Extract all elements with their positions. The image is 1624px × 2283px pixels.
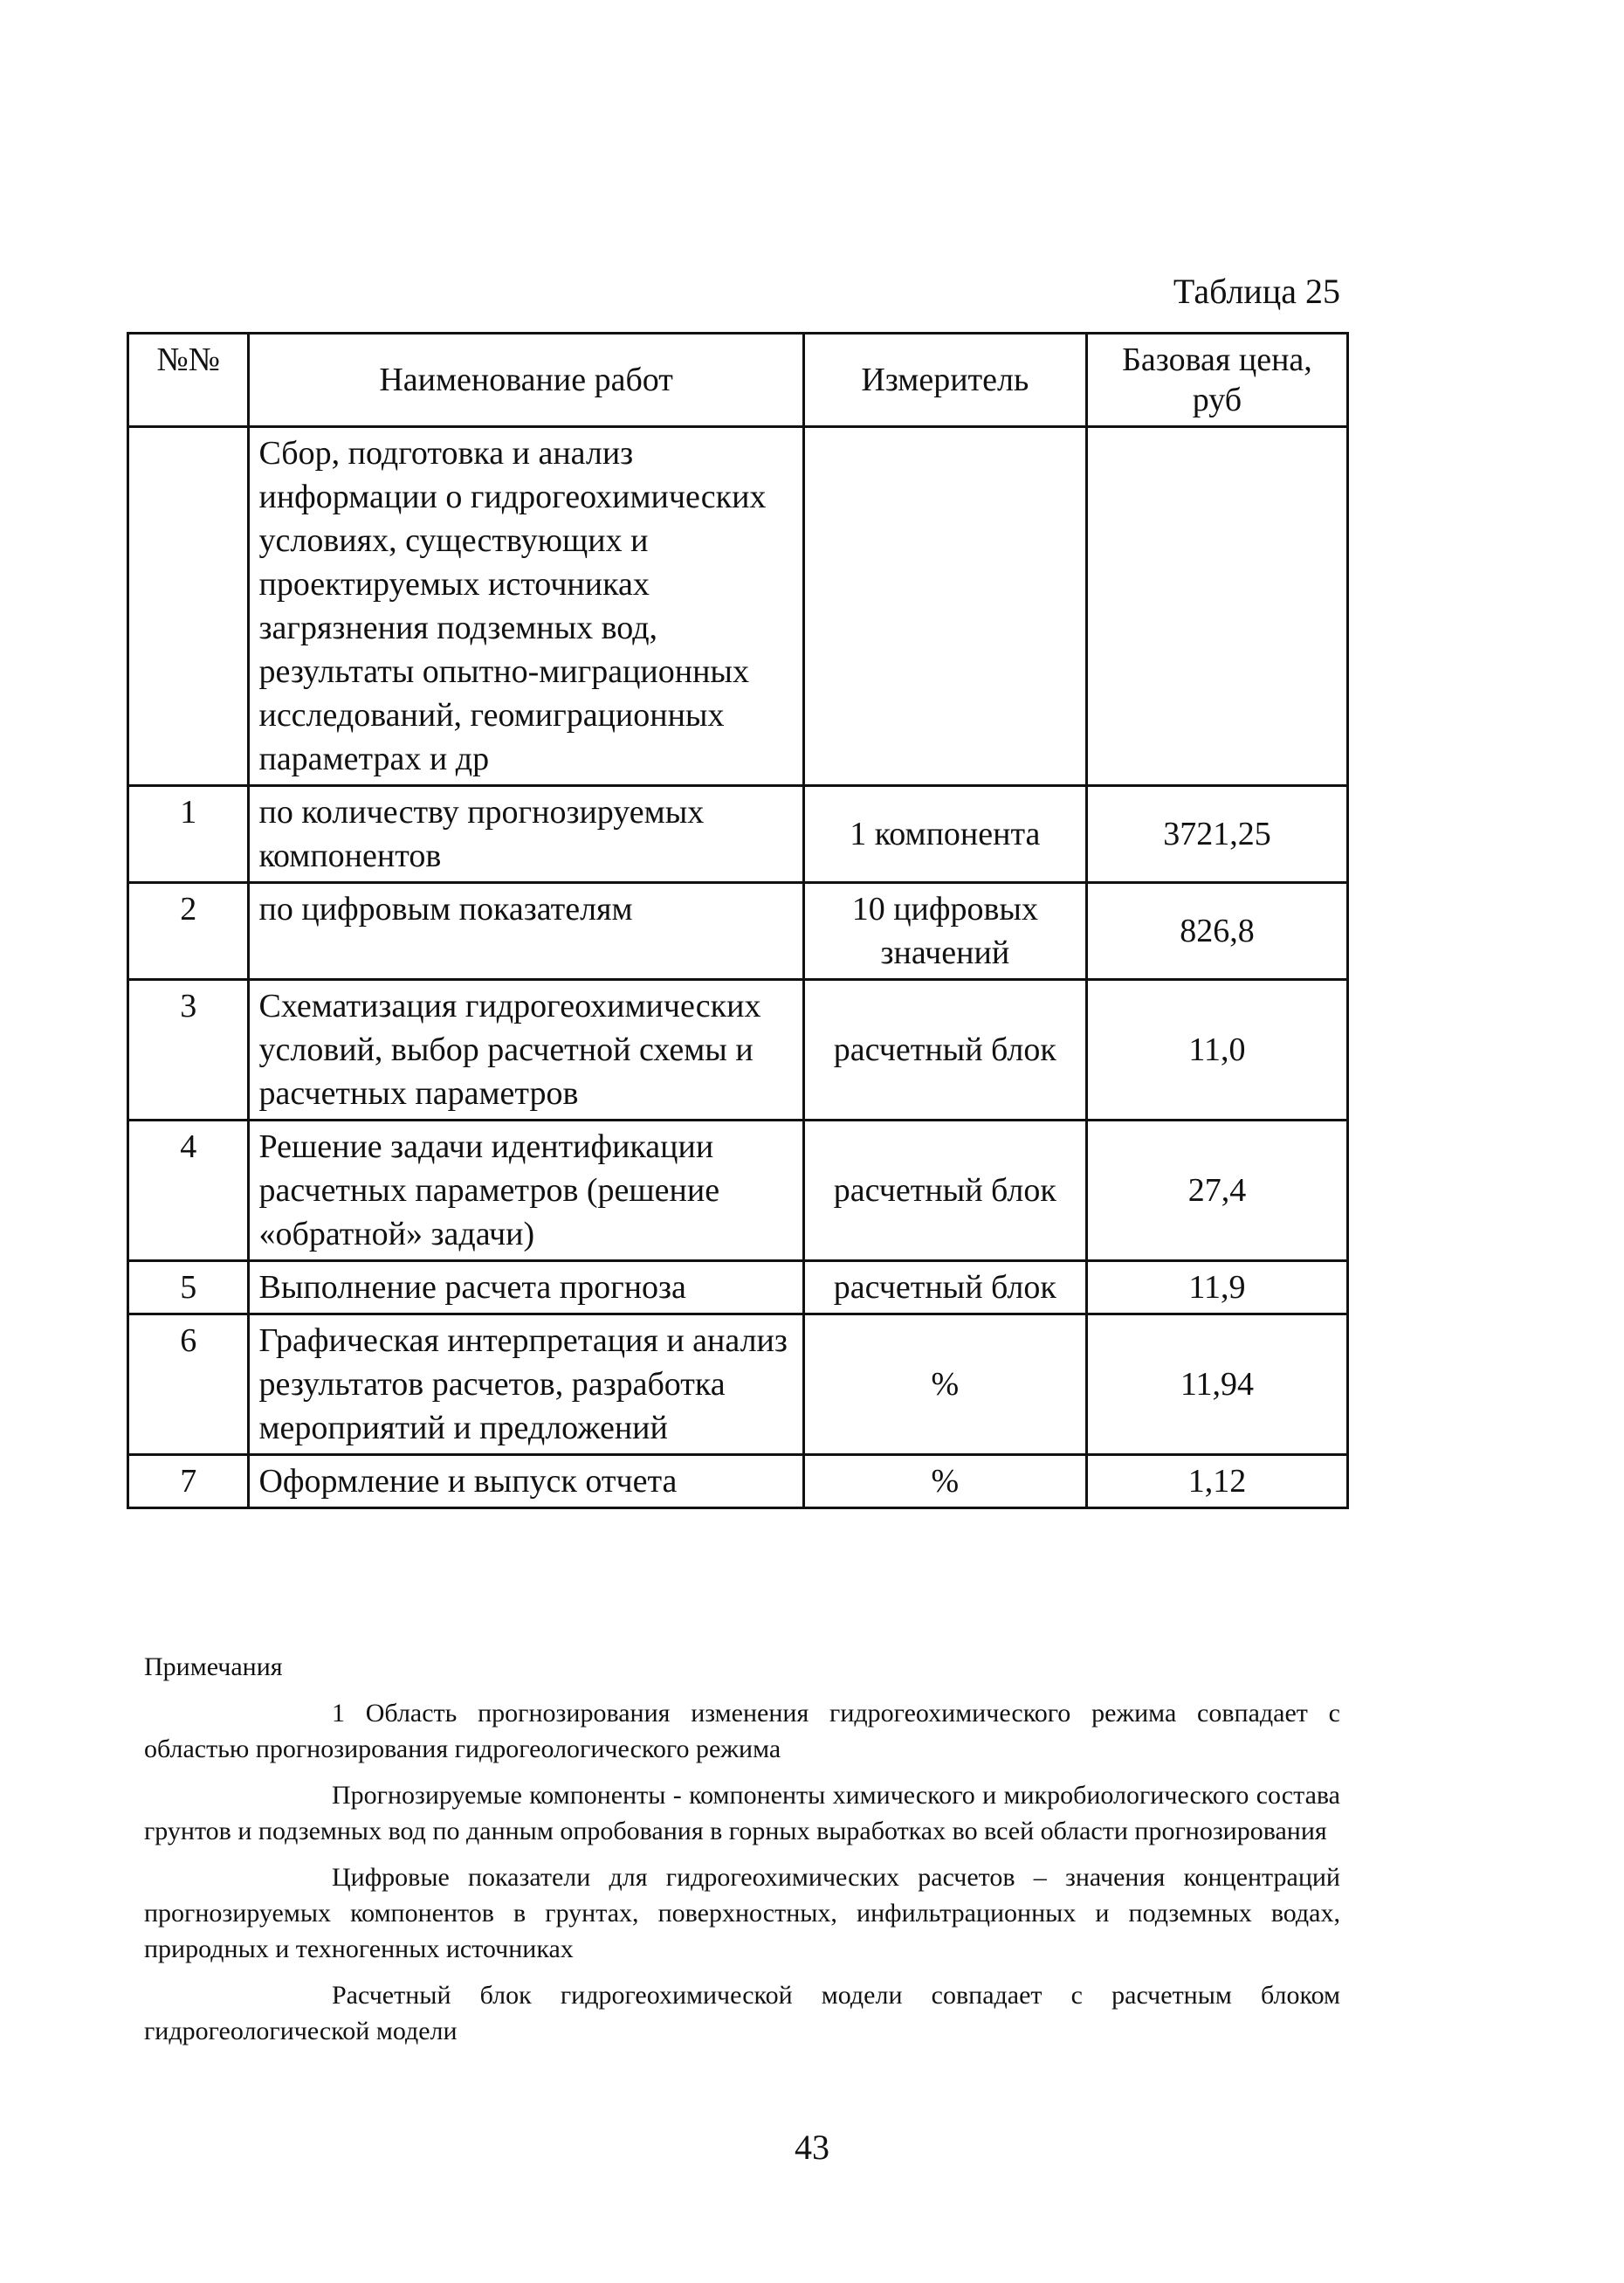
- row-name: Оформление и выпуск отчета: [249, 1455, 803, 1508]
- header-num: №№: [128, 334, 249, 427]
- table-row: [128, 883, 1348, 980]
- page-number: 43: [795, 2128, 829, 2167]
- row-name: Сбор, подготовка и анализ информации о гидрогеохимических условиях, существующих и проектируемых источниках загрязнения подземных вод, результаты опытно-миграционных исследований, геомиграционных параметрах и др: [249, 427, 803, 786]
- row-unit: [803, 427, 1086, 786]
- row-unit: %: [803, 1455, 1086, 1508]
- notes-title: Примечания: [144, 1652, 283, 1681]
- table-row: [128, 980, 1348, 1121]
- note-item: 1 Область прогнозирования изменения гидрогеохимического режима совпадает с областью прогнозирования гидрогеологического режима: [144, 1699, 1340, 1763]
- row-num: 5: [128, 1261, 249, 1314]
- row-unit: расчетный блок: [803, 1261, 1086, 1314]
- table-caption: Таблица 25: [1173, 272, 1340, 311]
- row-num: 4: [128, 1121, 249, 1261]
- row-num: 1: [128, 786, 249, 883]
- row-num: 7: [128, 1455, 249, 1508]
- note-item: Цифровые показатели для гидрогеохимических расчетов – значения концентраций прогнозируемых компонентов в грунтах, поверхностных, инфильтрационных и подземных водах, природных и техногенных источниках: [144, 1863, 1340, 1963]
- row-unit: 1 компонента: [803, 786, 1086, 883]
- row-price: [1086, 427, 1347, 786]
- row-price: 11,94: [1086, 1314, 1347, 1455]
- table-row: [128, 1261, 1348, 1314]
- row-unit: расчетный блок: [803, 1121, 1086, 1261]
- table-row: [128, 1314, 1348, 1455]
- row-name: Графическая интерпретация и анализ результатов расчетов, разработка мероприятий и предложений: [249, 1314, 803, 1455]
- row-name: по количеству прогнозируемых компонентов: [249, 786, 803, 883]
- header-name: Наименование работ: [249, 334, 803, 427]
- works-price-table: [127, 332, 1349, 1509]
- row-price: 3721,25: [1086, 786, 1347, 883]
- header-unit: Измеритель: [803, 334, 1086, 427]
- header-price: Базовая цена, руб: [1086, 334, 1347, 427]
- row-price: 826,8: [1086, 883, 1347, 980]
- row-unit: %: [803, 1314, 1086, 1455]
- row-name: Выполнение расчета прогноза: [249, 1261, 803, 1314]
- note-item: Прогнозируемые компоненты - компоненты химического и микробиологического состава грунтов и подземных вод по данным опробования в горных выработках во всей области прогнозирования: [144, 1781, 1340, 1845]
- row-num: [128, 427, 249, 786]
- row-num: 6: [128, 1314, 249, 1455]
- row-num: 3: [128, 980, 249, 1121]
- row-unit: расчетный блок: [803, 980, 1086, 1121]
- notes-section: [144, 1649, 1340, 2049]
- row-price: 27,4: [1086, 1121, 1347, 1261]
- table-header-row: [128, 334, 1348, 427]
- row-price: 1,12: [1086, 1455, 1347, 1508]
- table-row: [128, 1121, 1348, 1261]
- row-price: 11,0: [1086, 980, 1347, 1121]
- row-name: Решение задачи идентификации расчетных параметров (решение «обратной» задачи): [249, 1121, 803, 1261]
- row-unit: 10 цифровых значений: [803, 883, 1086, 980]
- row-num: 2: [128, 883, 249, 980]
- note-item: Расчетный блок гидрогеохимической модели совпадает с расчетным блоком гидрогеологической модели: [144, 1981, 1340, 2045]
- row-price: 11,9: [1086, 1261, 1347, 1314]
- table-row: [128, 786, 1348, 883]
- row-name: Схематизация гидрогеохимических условий, выбор расчетной схемы и расчетных параметров: [249, 980, 803, 1121]
- row-name: по цифровым показателям: [249, 883, 803, 980]
- table-row: [128, 1455, 1348, 1508]
- table-row: [128, 427, 1348, 786]
